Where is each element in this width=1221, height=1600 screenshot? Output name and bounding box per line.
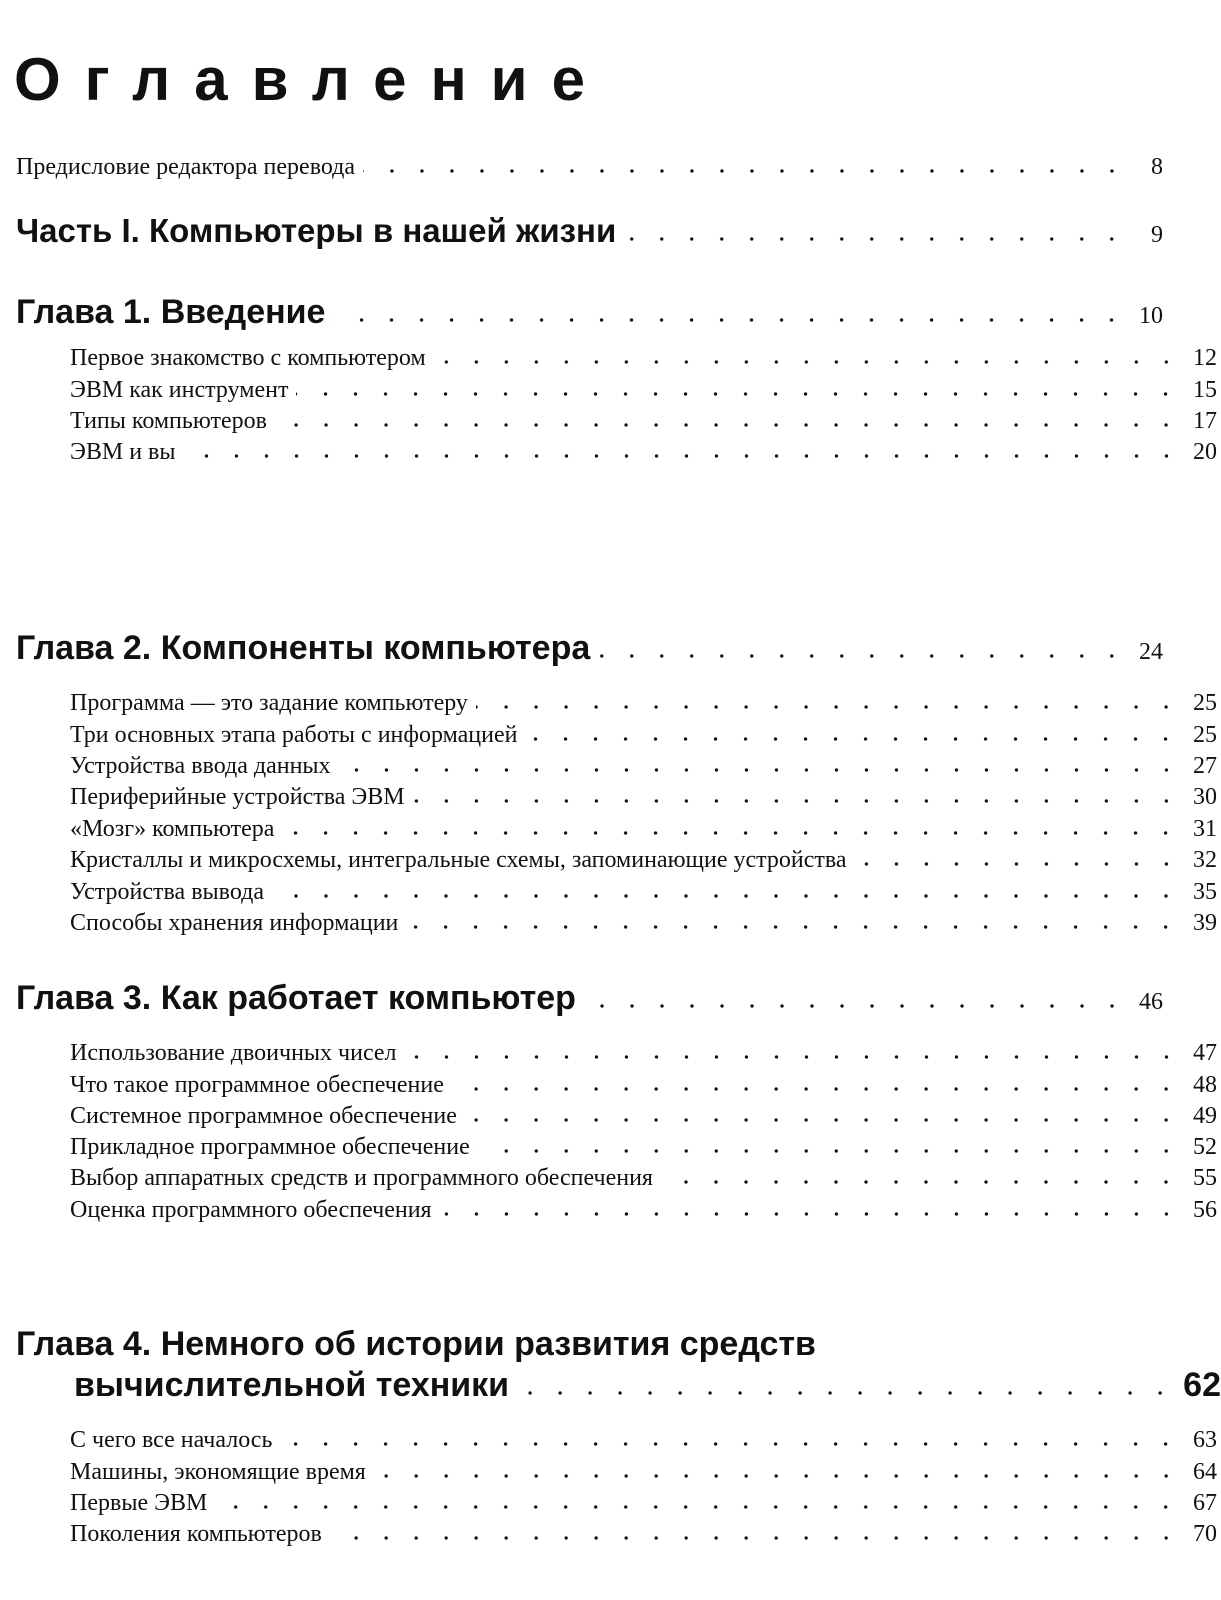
- toc-entry: [0, 1457, 1217, 1486]
- toc-entry-front: [0, 152, 1163, 181]
- entry-title: Поколения компьютеров: [70, 1520, 322, 1547]
- page-number: 8: [1151, 153, 1163, 180]
- toc-entry: [0, 343, 1217, 372]
- toc-entry: [0, 1425, 1217, 1454]
- page-number: 39: [1193, 909, 1217, 936]
- dot-leader: [584, 978, 1127, 1009]
- page-number: 12: [1193, 344, 1217, 371]
- page-number: 55: [1193, 1164, 1217, 1191]
- entry-title: Использование двоичных чисел: [70, 1039, 397, 1066]
- page-number: 70: [1193, 1520, 1217, 1547]
- entry-title: Первое знакомство с компьютером: [70, 344, 426, 371]
- dot-leader: [215, 1488, 1181, 1510]
- page-number: 9: [1151, 222, 1163, 248]
- page-number: 30: [1193, 783, 1217, 810]
- dot-leader: [476, 688, 1181, 710]
- entry-title: ЭВМ и вы: [70, 438, 176, 465]
- toc-entry: [0, 1101, 1217, 1130]
- entry-title: Кристаллы и микросхемы, интегральные схемы, запоминающие устройства: [70, 846, 847, 873]
- dot-leader: [406, 908, 1181, 930]
- page-number: 20: [1193, 438, 1217, 465]
- dot-leader: [333, 292, 1127, 323]
- toc-entry: [0, 406, 1217, 435]
- dot-leader: [413, 782, 1181, 804]
- dot-leader: [374, 1457, 1181, 1479]
- entry-title: Что такое программное обеспечение: [70, 1071, 444, 1098]
- entry-title: Устройства вывода: [70, 878, 264, 905]
- dot-leader: [405, 1038, 1181, 1060]
- toc-entry: [0, 688, 1217, 717]
- page-number: 25: [1193, 721, 1217, 748]
- toc-entry: [0, 845, 1217, 874]
- toc-entry: [0, 908, 1217, 937]
- toc-entry: [0, 1038, 1217, 1067]
- toc-entry: [0, 877, 1217, 906]
- page-number: 10: [1139, 302, 1163, 329]
- toc-part-heading: [0, 212, 1163, 250]
- entry-title: Глава 3. Как работает компьютер: [16, 978, 576, 1017]
- dot-leader: [184, 437, 1182, 459]
- entry-title: Первые ЭВМ: [70, 1489, 208, 1516]
- toc-entry: [0, 1195, 1217, 1224]
- page-title: Оглавление: [14, 46, 609, 113]
- page-number: 56: [1193, 1196, 1217, 1223]
- chapter-heading-line1: Глава 4. Немного об истории развития средств: [16, 1325, 816, 1363]
- entry-title: Глава 1. Введение: [16, 292, 326, 331]
- page-number: 27: [1193, 752, 1217, 779]
- dot-leader: [330, 1519, 1181, 1541]
- entry-title: Периферийные устройства ЭВМ: [70, 783, 405, 810]
- entry-title: Типы компьютеров: [70, 407, 267, 434]
- toc-entry: [0, 1070, 1217, 1099]
- page-number: 63: [1193, 1426, 1217, 1453]
- page-number: 35: [1193, 878, 1217, 905]
- page-number: 62: [1183, 1365, 1221, 1404]
- toc-entry: [0, 1163, 1217, 1192]
- page-number: 15: [1193, 376, 1217, 403]
- page-number: 67: [1193, 1489, 1217, 1516]
- dot-leader: [339, 751, 1181, 773]
- page-number: 64: [1193, 1458, 1217, 1485]
- toc-entry: [0, 375, 1217, 404]
- entry-title: Программа — это задание компьютеру: [70, 689, 468, 716]
- entry-title: Предисловие редактора перевода: [16, 153, 356, 180]
- dot-leader: [280, 1425, 1181, 1447]
- entry-title: Глава 2. Компоненты компьютера: [16, 628, 591, 667]
- toc-entry: [0, 814, 1217, 843]
- entry-title: Устройства ввода данных: [70, 752, 331, 779]
- entry-title: «Мозг» компьютера: [70, 815, 275, 842]
- page-number: 31: [1193, 815, 1217, 842]
- dot-leader: [272, 877, 1181, 899]
- dot-leader: [275, 406, 1181, 428]
- toc-entry: [0, 751, 1217, 780]
- dot-leader: [525, 720, 1181, 742]
- entry-title: Выбор аппаратных средств и программного обеспечения: [70, 1164, 653, 1191]
- toc-chapter-heading: [0, 628, 1163, 668]
- dot-leader: [598, 628, 1127, 659]
- toc-entry: [0, 720, 1217, 749]
- page-number: 46: [1139, 988, 1163, 1015]
- dot-leader: [624, 212, 1127, 242]
- entry-title: Оценка программного обеспечения: [70, 1196, 432, 1223]
- toc-entry: [0, 1488, 1217, 1517]
- toc-chapter-heading: [0, 978, 1163, 1018]
- toc-entry: [0, 437, 1217, 466]
- page-number: 17: [1193, 407, 1217, 434]
- entry-title: Системное программное обеспечение: [70, 1102, 457, 1129]
- page-number: 48: [1193, 1071, 1217, 1098]
- toc-chapter-heading: [0, 1365, 1221, 1405]
- entry-title: Три основных этапа работы с информацией: [70, 721, 518, 748]
- toc-entry: [0, 1519, 1217, 1548]
- dot-leader: [855, 845, 1181, 867]
- page-number: 25: [1193, 689, 1217, 716]
- dot-leader: [452, 1070, 1181, 1092]
- entry-title: С чего все началось: [70, 1426, 273, 1453]
- page-number: 49: [1193, 1102, 1217, 1129]
- dot-leader: [465, 1101, 1181, 1123]
- dot-leader: [296, 375, 1181, 397]
- toc-entry: [0, 782, 1217, 811]
- page-number: 47: [1193, 1039, 1217, 1066]
- page-number: 32: [1193, 846, 1217, 873]
- toc-entry: [0, 1132, 1217, 1161]
- entry-title: Машины, экономящие время: [70, 1458, 366, 1485]
- entry-title: Часть I. Компьютеры в нашей жизни: [16, 212, 617, 249]
- page-number: 24: [1139, 638, 1163, 665]
- dot-leader: [478, 1132, 1181, 1154]
- dot-leader: [363, 152, 1127, 174]
- page-number: 52: [1193, 1133, 1217, 1160]
- entry-title: ЭВМ как инструмент: [70, 376, 289, 403]
- dot-leader: [517, 1365, 1175, 1396]
- dot-leader: [282, 814, 1181, 836]
- dot-leader: [440, 1195, 1181, 1217]
- entry-title: Прикладное программное обеспечение: [70, 1133, 470, 1160]
- dot-leader: [434, 343, 1181, 365]
- toc-chapter-heading: [0, 292, 1163, 332]
- entry-title: вычислительной техники: [74, 1365, 510, 1404]
- entry-title: Способы хранения информации: [70, 909, 399, 936]
- dot-leader: [661, 1163, 1181, 1185]
